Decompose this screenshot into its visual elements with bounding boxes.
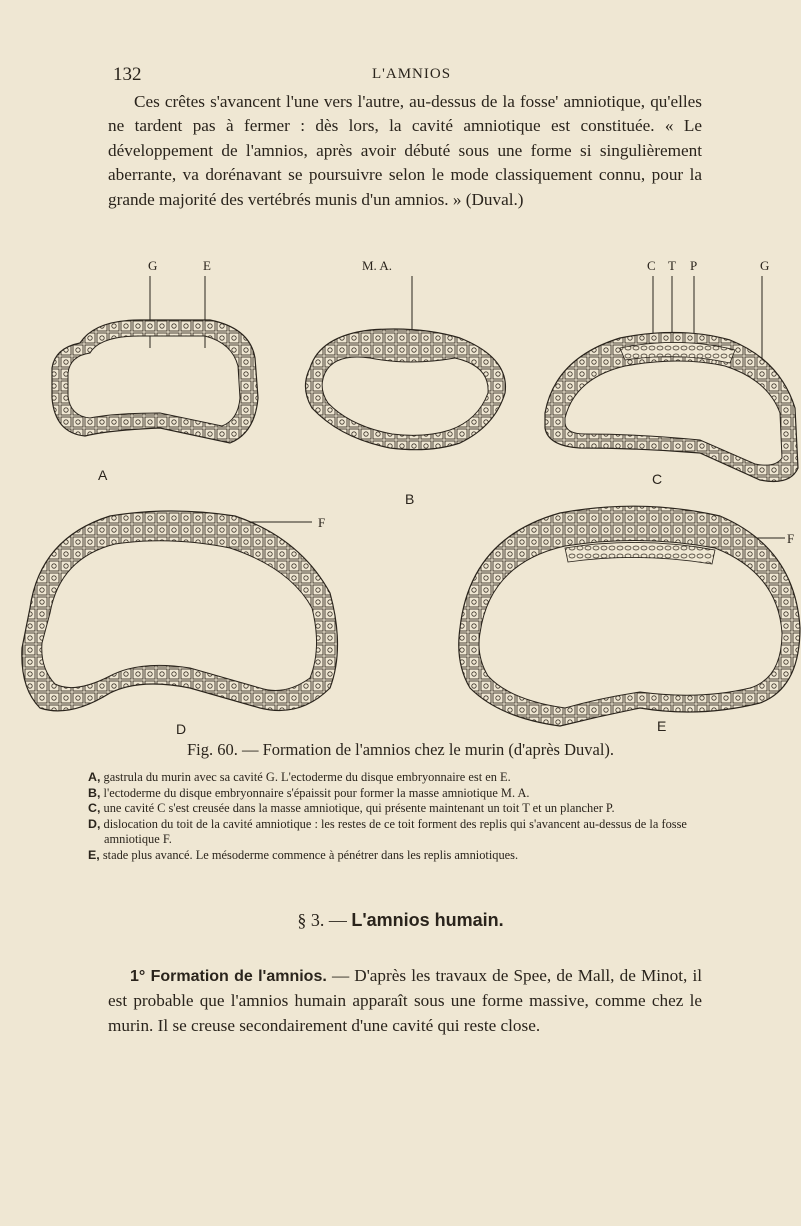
paragraph-lead: 1° Formation de l'amnios.	[130, 968, 327, 985]
figure-drawing	[0, 248, 801, 738]
label-ma: M. A.	[362, 258, 392, 273]
figure-amnios	[0, 248, 801, 738]
section-title: L'amnios humain.	[351, 910, 504, 930]
legend-text: gastrula du murin avec sa cavité G. L'ectoderme du disque embryonnaire est en E.	[103, 770, 511, 784]
figure-legend	[88, 770, 712, 864]
label-e-top: E	[203, 258, 211, 273]
panel-d-drawing	[22, 511, 338, 711]
legend-item	[88, 770, 712, 786]
legend-text: stade plus avancé. Le mésoderme commence à pénétrer dans les replis amniotiques.	[102, 847, 519, 862]
paragraph-bottom	[108, 964, 702, 1038]
page-number: 132	[113, 64, 142, 85]
legend-item	[88, 785, 712, 802]
legend-text: une cavité C s'est creusée dans la masse amniotique, qui présente maintenant un toit T et un plancher P.	[103, 801, 615, 816]
legend-item	[88, 816, 712, 848]
section-heading	[0, 910, 801, 931]
panel-e-drawing	[459, 506, 800, 726]
section-number: § 3. —	[297, 910, 347, 930]
panel-a-drawing	[52, 276, 258, 443]
label-g-right: G	[760, 258, 770, 273]
label-t-top: T	[668, 258, 676, 273]
label-panel-c: C	[652, 471, 663, 487]
label-f-left: F	[318, 515, 326, 530]
label-f-right: F	[787, 531, 795, 546]
label-panel-d: D	[176, 721, 187, 737]
running-head: L'AMNIOS	[372, 66, 452, 82]
label-panel-e: E	[657, 718, 667, 734]
legend-key: D,	[88, 816, 101, 831]
label-panel-a: A	[98, 467, 108, 483]
legend-key: E,	[88, 847, 100, 862]
legend-key: A,	[88, 770, 101, 784]
label-c-top: C	[647, 258, 656, 273]
legend-key: C,	[88, 801, 101, 816]
panel-c-drawing	[545, 276, 798, 482]
paragraph-top: Ces crêtes s'avancent l'une vers l'autre, au-dessus de la fosse' amniotique, qu'elles ne tardent pas à fermer : dès lors, la cavité amniotique est constituée. « Le développement de l'amnios, après avoir débuté sous une forme si singulièrement aberrante, va dorénavant se poursuivre selon le mode classiquement connu, pour la grande majorité des vertébrés munis d'un amnios. » (Duval.)	[108, 92, 702, 209]
legend-text: l'ectoderme du disque embryonnaire s'épaissit pour former la masse amniotique M. A.	[103, 785, 530, 800]
legend-text: dislocation du toit de la cavité amniotique : les restes de ce toit forment des replis qui s'avancent au-dessus de la fosse amniotique F.	[103, 816, 687, 847]
label-p-top: P	[690, 258, 698, 273]
figure-caption: Fig. 60. — Formation de l'amnios chez le murin (d'après Duval).	[186, 740, 615, 759]
label-panel-b: B	[405, 491, 415, 507]
panel-b-drawing	[305, 276, 505, 450]
paragraph-body: — D'après les travaux de Spee, de Mall, de Minot, il est probable que l'amnios humain apparaît sous une forme massive, comme chez le murin. Il se creuse secondairement d'une cavité qui reste close.	[108, 966, 703, 1035]
label-g-left: G	[148, 258, 158, 273]
legend-item	[88, 801, 712, 817]
legend-item	[88, 847, 712, 864]
legend-key: B,	[88, 785, 101, 800]
